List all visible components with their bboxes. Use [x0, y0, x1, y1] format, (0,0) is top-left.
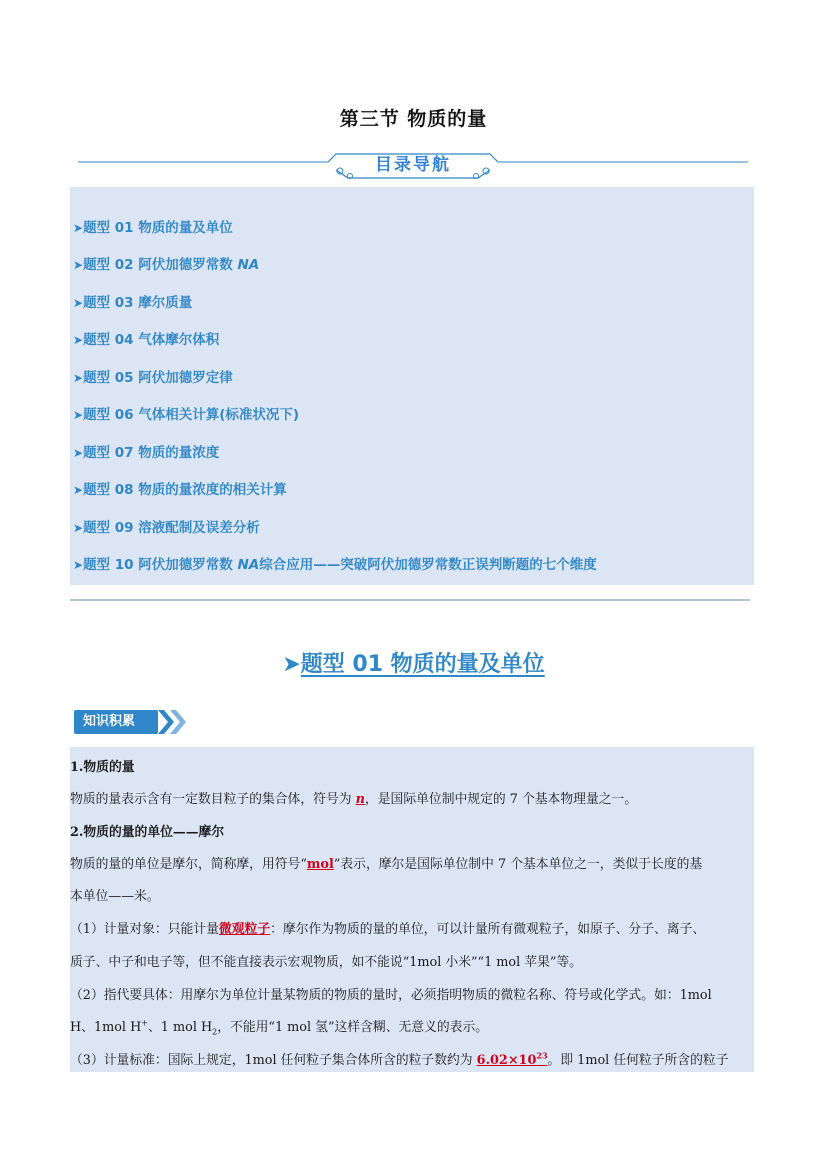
toc-item-10[interactable] — [73, 553, 597, 573]
page-title: 第三节 物质的量 — [339, 108, 488, 130]
section-heading — [0, 647, 827, 678]
content-paragraph-4-cont — [70, 1016, 488, 1037]
toc-item-06[interactable] — [73, 403, 299, 423]
highlight — [476, 1050, 548, 1068]
highlight: mol — [306, 857, 334, 872]
arrow-icon: ➤ — [73, 296, 84, 310]
text: 物质的量表示含有一定数目粒子的集合体，符号为 — [70, 792, 356, 807]
toc-item-label: 题型 10 阿伏加德罗常数 — [83, 557, 238, 573]
text: ，是国际单位制中规定的 7 个基本物理量之一。 — [364, 792, 638, 807]
content-paragraph-4: （2）指代要具体：用摩尔为单位计量某物质的物质的量时，必须指明物质的微粒名称、符号或化学式。如：1mol — [70, 988, 712, 1003]
superscript: + — [141, 1018, 148, 1028]
arrow-icon: ➤ — [73, 558, 84, 572]
toc-item-label: 题型 04 气体摩尔体积 — [83, 332, 220, 348]
text: ，不能用“1 mol 氢”这样含糊、无意义的表示。 — [217, 1020, 489, 1035]
table-of-contents — [70, 187, 754, 585]
arrow-icon: ➤ — [73, 483, 84, 497]
arrow-icon: ➤ — [73, 258, 84, 272]
toc-item-label: 题型 03 摩尔质量 — [83, 295, 193, 311]
subscript: 2 — [212, 1027, 218, 1037]
toc-item-07[interactable] — [73, 441, 219, 461]
text: 物质的量的单位是摩尔，简称摩，用符号“ — [70, 857, 307, 872]
superscript: 23 — [536, 1050, 548, 1061]
toc-item-symbol: NA — [237, 257, 260, 273]
toc-item-08[interactable] — [73, 478, 287, 498]
content-heading-1: 1.物质的量 — [70, 760, 135, 775]
content-paragraph-1 — [70, 788, 637, 807]
content-paragraph-3-cont: 质子、中子和电子等，但不能直接表示宏观物质，如不能说“1mol 小米”“1 mol 苹果”等。 — [70, 955, 583, 970]
text: （3）计量标准：国际上规定，1mol 任何粒子集合体所含的粒子数约为 — [70, 1053, 477, 1068]
text: ”表示，摩尔是国际单位制中 7 个基本单位之一，类似于长度的基 — [333, 857, 703, 872]
arrow-icon: ➤ — [73, 333, 84, 347]
double-chevron-icon — [74, 710, 188, 734]
toc-header — [78, 146, 748, 182]
text: 、1 mol H — [147, 1020, 213, 1035]
content-paragraph-5 — [70, 1049, 729, 1068]
knowledge-badge — [74, 710, 188, 734]
arrow-icon: ➤ — [73, 408, 84, 422]
number: 6.02×10 — [476, 1053, 537, 1068]
toc-item-04[interactable] — [73, 328, 219, 348]
toc-item-label: 题型 06 气体相关计算(标准状况下) — [83, 407, 300, 423]
toc-header-title: 目录导航 — [375, 155, 451, 175]
toc-item-symbol: NA — [237, 557, 260, 573]
arrow-icon: ➤ — [73, 221, 84, 235]
arrow-icon: ➤ — [73, 371, 84, 385]
divider — [70, 599, 750, 601]
arrow-icon: ➤ — [282, 652, 301, 677]
content-paragraph-2-cont: 本单位——米。 — [70, 889, 160, 904]
badge-label: 知识积累 — [74, 710, 158, 734]
text: ：摩尔作为物质的量的单位，可以计量所有微观粒子，如原子、分子、离子、 — [270, 922, 706, 937]
arrow-icon: ➤ — [73, 446, 84, 460]
content-paragraph-3 — [70, 918, 705, 937]
knowledge-content — [70, 747, 754, 1072]
toc-item-02[interactable] — [73, 253, 259, 273]
content-paragraph-2 — [70, 853, 702, 872]
highlight: 微观粒子 — [218, 922, 271, 937]
text: 。即 1mol 任何粒子所含的粒子 — [547, 1053, 729, 1068]
toc-item-suffix: 综合应用——突破阿伏加德罗常数正误判断题的七个维度 — [259, 557, 597, 573]
toc-item-03[interactable] — [73, 291, 192, 311]
toc-item-09[interactable] — [73, 516, 260, 536]
section-heading-text: 题型 01 物质的量及单位 — [300, 652, 545, 677]
toc-item-01[interactable] — [73, 216, 233, 236]
text: H、1mol H — [70, 1020, 142, 1035]
toc-item-label: 题型 08 物质的量浓度的相关计算 — [83, 482, 287, 498]
toc-item-label: 题型 09 溶液配制及误差分析 — [83, 520, 260, 536]
arrow-icon: ➤ — [73, 521, 84, 535]
toc-item-label: 题型 05 阿伏加德罗定律 — [83, 370, 233, 386]
toc-item-label: 题型 07 物质的量浓度 — [83, 445, 220, 461]
content-heading-2: 2.物质的量的单位——摩尔 — [70, 825, 225, 840]
highlight: n — [355, 792, 365, 807]
toc-item-label: 题型 02 阿伏加德罗常数 — [83, 257, 238, 273]
toc-item-label: 题型 01 物质的量及单位 — [83, 220, 233, 236]
text: （1）计量对象：只能计量 — [70, 922, 219, 937]
toc-item-05[interactable] — [73, 366, 233, 386]
